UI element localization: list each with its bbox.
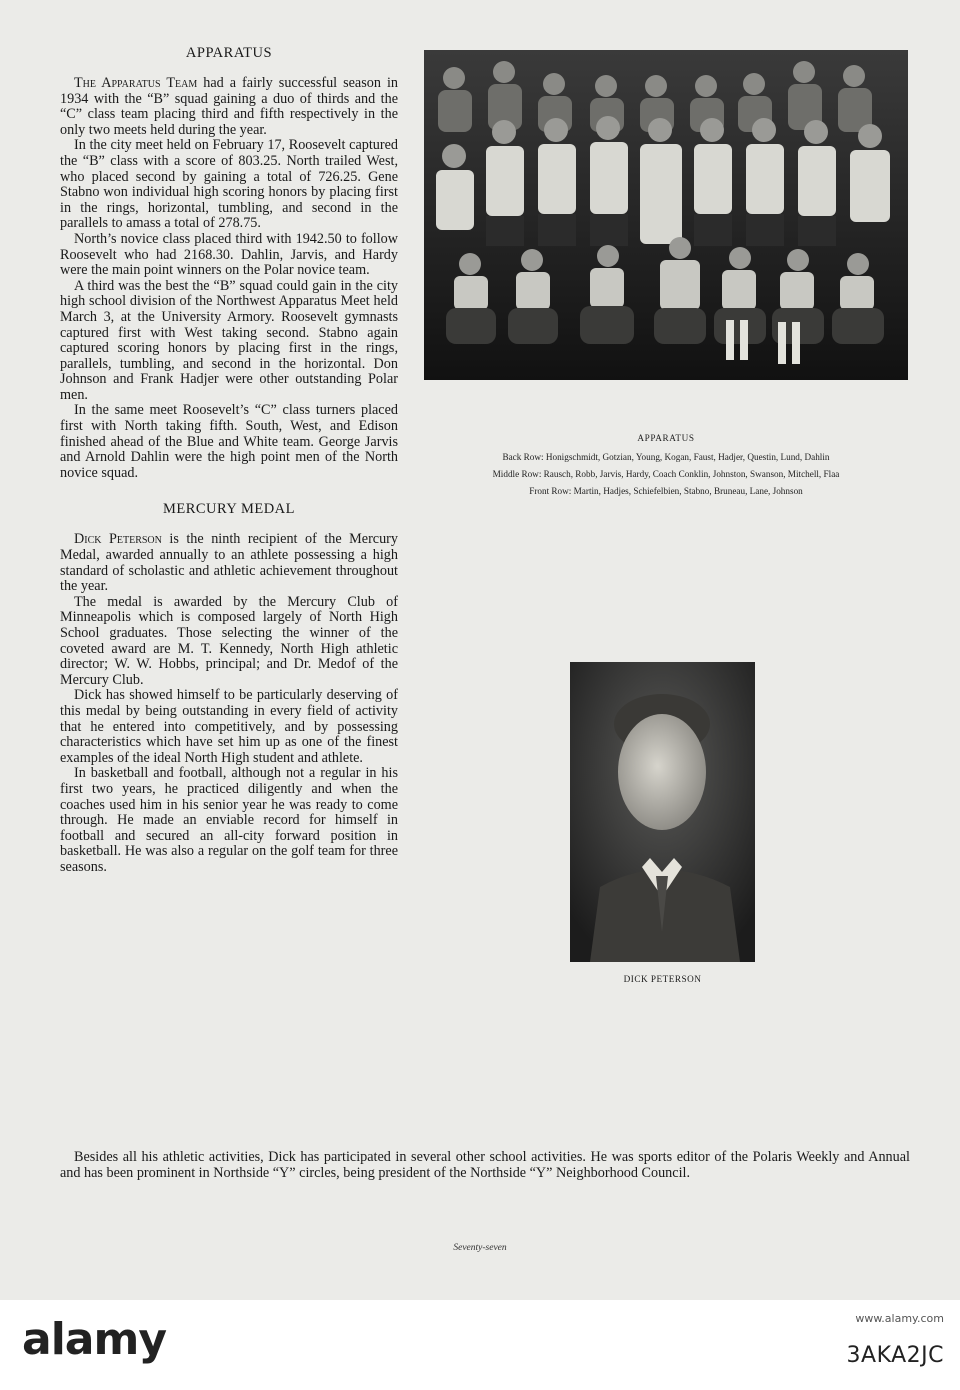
alamy-site: www.alamy.com [855,1312,944,1325]
apparatus-lead: The Apparatus Team [74,75,198,91]
apparatus-heading: APPARATUS [185,45,273,61]
alamy-logo: alamy [22,1314,166,1365]
alamy-image-code: 3AKA2JC [846,1343,944,1368]
team-caption-middle-row: Middle Row: Rausch, Robb, Jarvis, Hardy, Coach Conklin, Johnston, Swanson, Mitchell, Flaa [492,469,840,479]
apparatus-paragraph-5: In the same meet Roosevelt’s “C” class turners placed first with North taking fifth. South, West, and Edison finished ahead of the Blue and White team. George Jarvis and Arnold Dahlin were the high point men of the North novice squad. [60,402,398,481]
apparatus-team-photo [424,50,908,380]
apparatus-p1-text: had a fairly successful season in 1934 with the “B” squad gaining a duo of thirds and the “C” class team placing third and fifth respectively in the only two meets held during the year. [60,75,398,138]
portrait-caption: DICK PETERSON [623,974,702,984]
mercury-paragraph-1 [60,532,398,594]
mercury-paragraph-5: Besides all his athletic activities, Dick has participated in several other school activities. He was sports editor of the Polaris Weekly and Annual and has been prominent in Northside “Y” circles, being president of the Northside “Y” Neighborhood Council. [60,1149,910,1181]
apparatus-paragraph-1 [60,76,398,138]
mercury-p1-text: is the ninth recipient of the Mercury Medal, awarded annually to an athlete possessing a high standard of scholastic and athletic achievement throughout the year. [60,531,399,595]
team-caption-front-row: Front Row: Martin, Hadjes, Schiefelbien, Stabno, Bruneau, Lane, Johnson [529,486,803,496]
mercury-lead: Dick Peterson [74,531,162,548]
apparatus-paragraph-3: North’s novice class placed third with 1942.50 to follow Roosevelt who had 2168.30. Dahlin, Jarvis, and Hardy were the main point winners on the Polar novice team. [60,230,398,279]
apparatus-paragraph-2: In the city meet held on February 17, Roosevelt captured the “B” class with a score of 803.25. North trailed West, who placed second by gaining a total of 726.25. Gene Stabno won individual high scoring honors by placing first in the rings, horizontal, tumbling, and second in the parallels to amass a total of 278.75. [60,137,398,232]
dick-peterson-portrait [570,662,755,962]
left-column [60,45,398,876]
mercury-heading: MERCURY MEDAL [162,501,296,518]
team-caption-title: APPARATUS [637,433,695,443]
alamy-info [744,1312,944,1380]
apparatus-paragraph-4: A third was the best the “B” squad could gain in the city high school division of the Northwest Apparatus Meet held March 3, at the University Armory. Roosevelt gymnasts captured first with West taking second. Stabno again captured scoring honors by placing first in the rings, parallels, tumbling, and second in the horizontal. Don Johnson and Frank Hadjer were other outstanding Polar men. [60,277,398,403]
team-caption-back-row: Back Row: Honigschmidt, Gotzian, Young, Kogan, Faust, Hadjer, Questin, Lund, Dahlin [502,452,830,462]
page-number: Seventy-seven [453,1243,507,1253]
mercury-paragraph-2: The medal is awarded by the Mercury Club of Minneapolis which is composed largely of North High School graduates. Those selecting the winner of the coveted award are M. T. Kennedy, North High athletic director; W. W. Hobbs, principal; and Dr. Medof of the Mercury Club. [60,593,398,688]
mercury-paragraph-4: In basketball and football, although not a regular in his first two years, he practiced diligently and when the coaches used him in his senior year he was ready to come through. He made an enviable record for himself in football and secured an all-city forward position in basketball. He was also a regular on the golf team for three seasons. [60,765,398,875]
team-photo-image [424,50,908,380]
team-photo-caption [424,430,908,500]
mercury-paragraph-3: Dick has showed himself to be particularly deserving of this medal by being outstanding in every field of activity that he entered into competitively, and by possessing characteristics which have set him up as one of the finest examples of the ideal North High student and athlete. [60,687,398,766]
portrait-image [570,662,755,962]
